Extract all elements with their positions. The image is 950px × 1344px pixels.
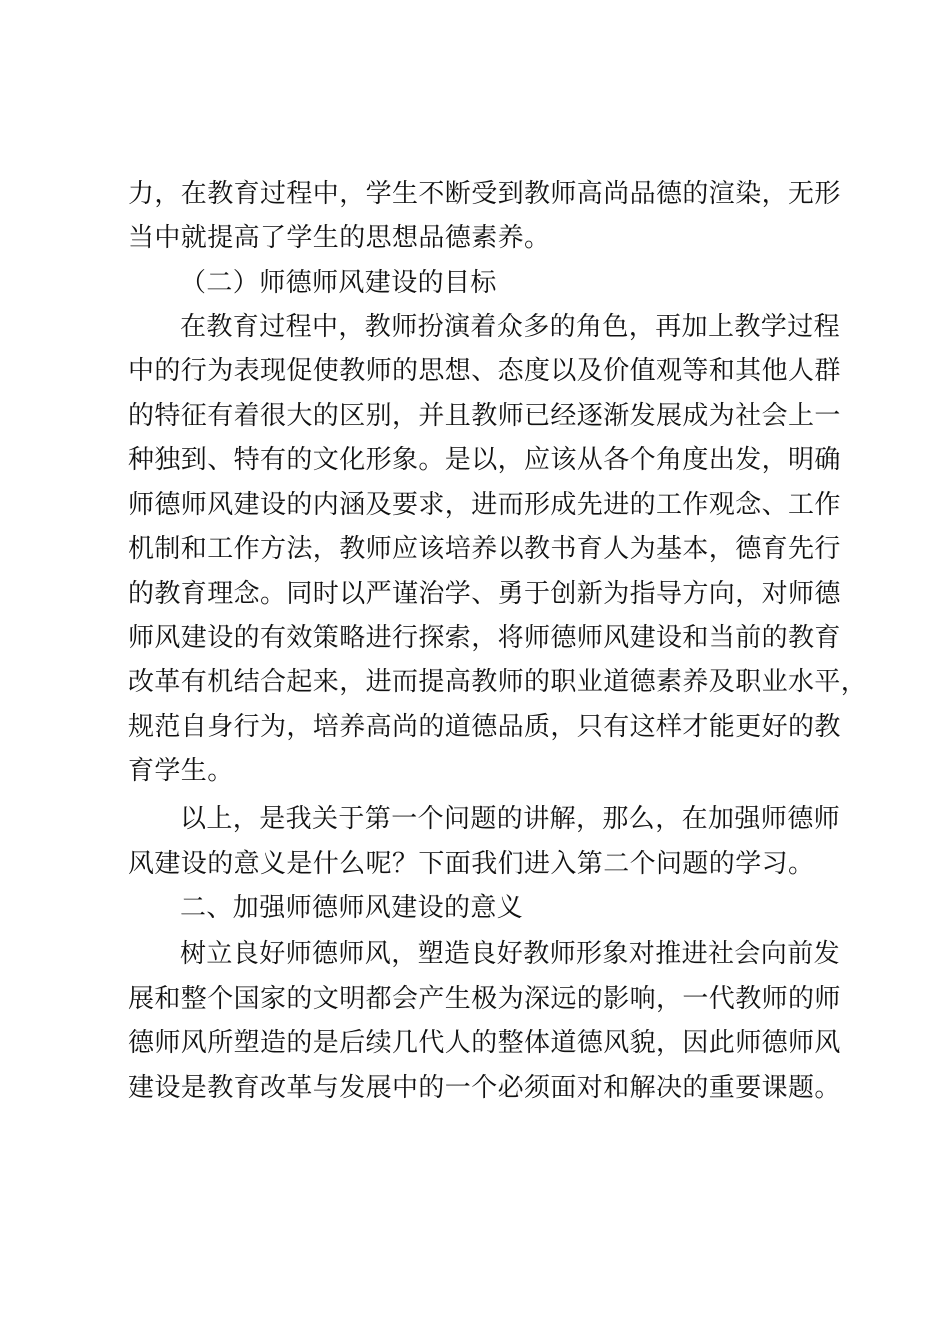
text-line: 展和整个国家的文明都会产生极为深远的影响，一代教师的师	[128, 984, 841, 1014]
text-line: 德师风所塑造的是后续几代人的整体道德风貌，因此师德师风	[128, 1028, 841, 1058]
text-line: 机制和工作方法，教师应该培养以教书育人为基本，德育先行	[128, 534, 841, 564]
text-line: 师德师风建设的内涵及要求，进而形成先进的工作观念、工作	[128, 490, 841, 520]
text-line: 建设是教育改革与发展中的一个必须面对和解决的重要课题。	[128, 1073, 841, 1103]
text-line: 师风建设的有效策略进行探索，将师德师风建设和当前的教育	[128, 623, 841, 653]
text-line: 在教育过程中，教师扮演着众多的角色，再加上教学过程	[180, 312, 841, 342]
text-line: 风建设的意义是什么呢？下面我们进入第二个问题的学习。	[128, 849, 815, 879]
text-line: 当中就提高了学生的思想品德素养。	[128, 223, 551, 253]
text-line: 的特征有着很大的区别，并且教师已经逐渐发展成为社会上一	[128, 401, 841, 431]
text-line: 规范自身行为，培养高尚的道德品质，只有这样才能更好的教	[128, 712, 841, 742]
text-line: 以上，是我关于第一个问题的讲解，那么，在加强师德师	[180, 804, 841, 834]
text-line: 育学生。	[128, 756, 234, 786]
text-line: 种独到、特有的文化形象。是以，应该从各个角度出发，明确	[128, 445, 841, 475]
text-line: 的教育理念。同时以严谨治学、勇于创新为指导方向，对师德	[128, 579, 841, 609]
text-line: 改革有机结合起来，进而提高教师的职业道德素养及职业水平，	[128, 667, 868, 697]
section-heading: 二、加强师德师风建设的意义	[180, 893, 524, 923]
text-line: 力，在教育过程中，学生不断受到教师高尚品德的渲染，无形	[128, 179, 841, 209]
text-line: 中的行为表现促使教师的思想、态度以及价值观等和其他人群	[128, 356, 841, 386]
section-heading: （二）师德师风建设的目标	[180, 268, 497, 298]
text-line: 树立良好师德师风，塑造良好教师形象对推进社会向前发	[180, 939, 841, 969]
